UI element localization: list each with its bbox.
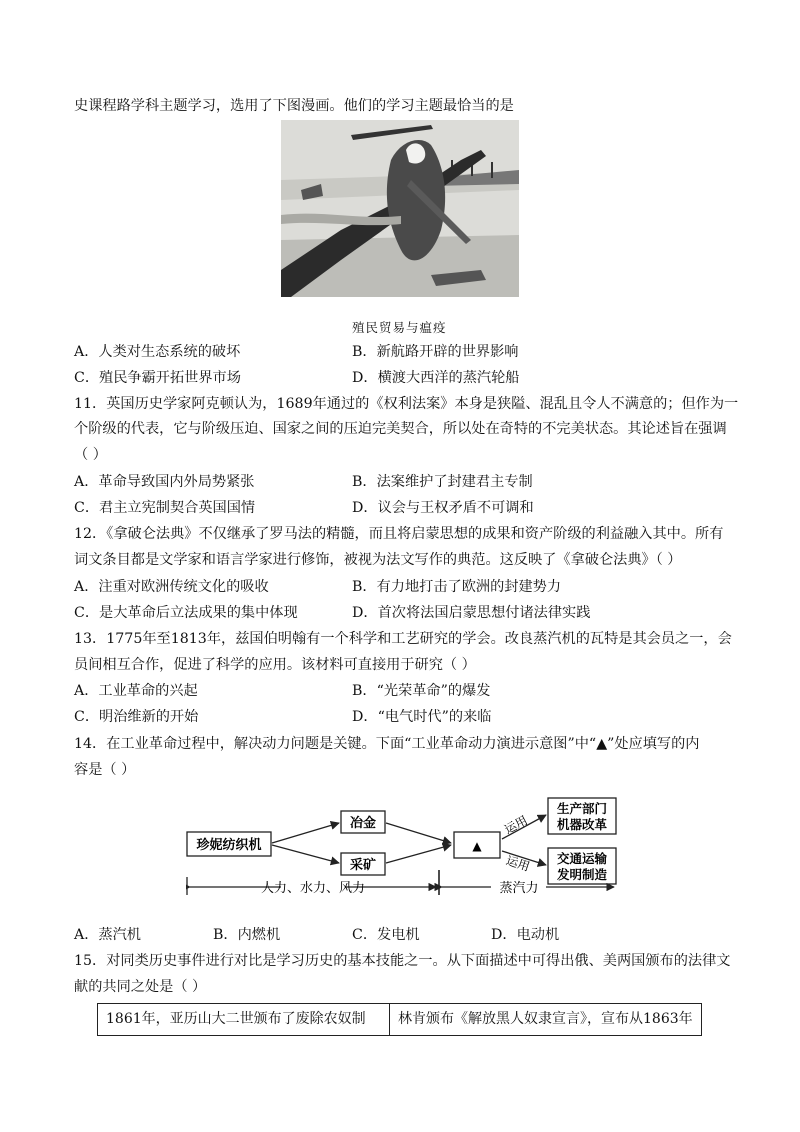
q10-option-d[interactable]: D．横渡大西洋的蒸汽轮船	[352, 370, 520, 386]
q10-option-a[interactable]: A．人类对生态系统的破坏	[74, 344, 241, 360]
diagram-arrow-label-top: 运用	[502, 813, 530, 837]
cartoon-illustration	[281, 120, 519, 297]
q12-option-d[interactable]: D．首次将法国启蒙思想付诸法律实践	[352, 605, 591, 621]
diagram-metallurgy-label: 冶金	[349, 816, 377, 831]
q11-text-line-1: 11．英国历史学家阿克顿认为，1689年通过的《权利法案》本身是狭隘、混乱且令人不满意的；但作为一	[74, 396, 739, 412]
diagram-mining-label: 采矿	[349, 858, 377, 873]
q14-text-line-1: 14．在工业革命过程中，解决动力问题是关键。下面“工业革命动力演进示意图”中“▲”处应填写的内	[74, 736, 700, 752]
diagram-transport-label-2: 发明制造	[556, 867, 608, 882]
q15-comparison-table	[97, 1003, 702, 1036]
q13-option-d[interactable]: D．“电气时代”的来临	[352, 709, 492, 725]
q11-option-c[interactable]: C．君主立宪制契合英国国情	[74, 500, 256, 516]
q14-text-line-2: 容是（ ）	[74, 762, 136, 778]
q13-text-line-1: 13．1775年至1813年，兹国伯明翰有一个科学和工艺研究的学会。改良蒸汽机的瓦特是其会员之一，会	[74, 631, 732, 647]
question-intro-text: 史课程路学科主题学习，选用了下图漫画。他们的学习主题最恰当的是	[74, 98, 514, 114]
diagram-start-label: 珍妮纺织机	[196, 838, 262, 853]
q11-text-line-2: 个阶级的代表，它与阶级压迫、国家之间的压迫完美契合，所以处在奇特的不完美状态。其论述旨在强调	[74, 421, 727, 437]
q10-option-c[interactable]: C．殖民争霸开拓世界市场	[74, 370, 241, 386]
q14-option-d[interactable]: D．电动机	[491, 927, 560, 943]
q10-option-b[interactable]: B．新航路开辟的世界影响	[352, 344, 519, 360]
q11-option-d[interactable]: D．议会与王权矛盾不可调和	[352, 500, 534, 516]
power-evolution-diagram	[186, 795, 618, 900]
q13-option-c[interactable]: C．明治维新的开始	[74, 709, 199, 725]
q13-text-line-2: 员间相互合作，促进了科学的应用。该材料可直接用于研究（ ）	[74, 657, 476, 673]
q12-text-line-2: 词文条目都是文学家和语言学家进行修饰，被视为法文写作的典范。这反映了《拿破仑法典》（ ）	[74, 552, 682, 568]
cartoon-image	[281, 120, 519, 297]
diagram-arrow-label-bottom: 运用	[504, 853, 532, 874]
q14-option-b[interactable]: B．内燃机	[213, 927, 281, 943]
q14-option-a[interactable]: A．蒸汽机	[74, 927, 141, 943]
q12-option-a[interactable]: A．注重对欧洲传统文化的吸收	[74, 579, 269, 595]
q11-option-b[interactable]: B．法案维护了封建君主专制	[352, 474, 533, 490]
q11-option-a[interactable]: A．革命导致国内外局势紧张	[74, 474, 255, 490]
q11-text-line-3: （ ）	[74, 447, 107, 463]
diagram-production-label-1: 生产部门	[556, 801, 608, 816]
table-cell-usa: 林肯颁布《解放黑人奴隶宣言》，宣布从1863年	[398, 1011, 693, 1027]
diagram-left-era-label: 人力、水力、风力	[260, 881, 366, 896]
q13-option-b[interactable]: B．“光荣革命”的爆发	[352, 683, 491, 699]
q12-option-b[interactable]: B．有力地打击了欧洲的封建势力	[352, 579, 562, 595]
q14-option-c[interactable]: C．发电机	[352, 927, 420, 943]
table-cell-russia: 1861年，亚历山大二世颁布了废除农奴制	[98, 1004, 390, 1035]
q13-option-a[interactable]: A．工业革命的兴起	[74, 683, 198, 699]
q12-option-c[interactable]: C．是大革命后立法成果的集中体现	[74, 605, 298, 621]
diagram-right-era-label: 蒸汽力	[499, 881, 539, 896]
diagram-production-label-2: 机器改革	[556, 817, 608, 832]
diagram-center-marker: ▲	[472, 839, 482, 853]
q15-text-line-2: 献的共同之处是（ ）	[74, 979, 207, 995]
figure-caption: 殖民贸易与瘟疫	[352, 320, 447, 335]
q15-text-line-1: 15．对同类历史事件进行对比是学习历史的基本技能之一。从下面描述中可得出俄、美两国颁布的法律文	[74, 953, 731, 969]
q12-text-line-1: 12．《拿破仑法典》不仅继承了罗马法的精髓，而且将启蒙思想的成果和资产阶级的利益融入其中。所有	[74, 526, 724, 542]
diagram-transport-label-1: 交通运输	[556, 851, 608, 866]
